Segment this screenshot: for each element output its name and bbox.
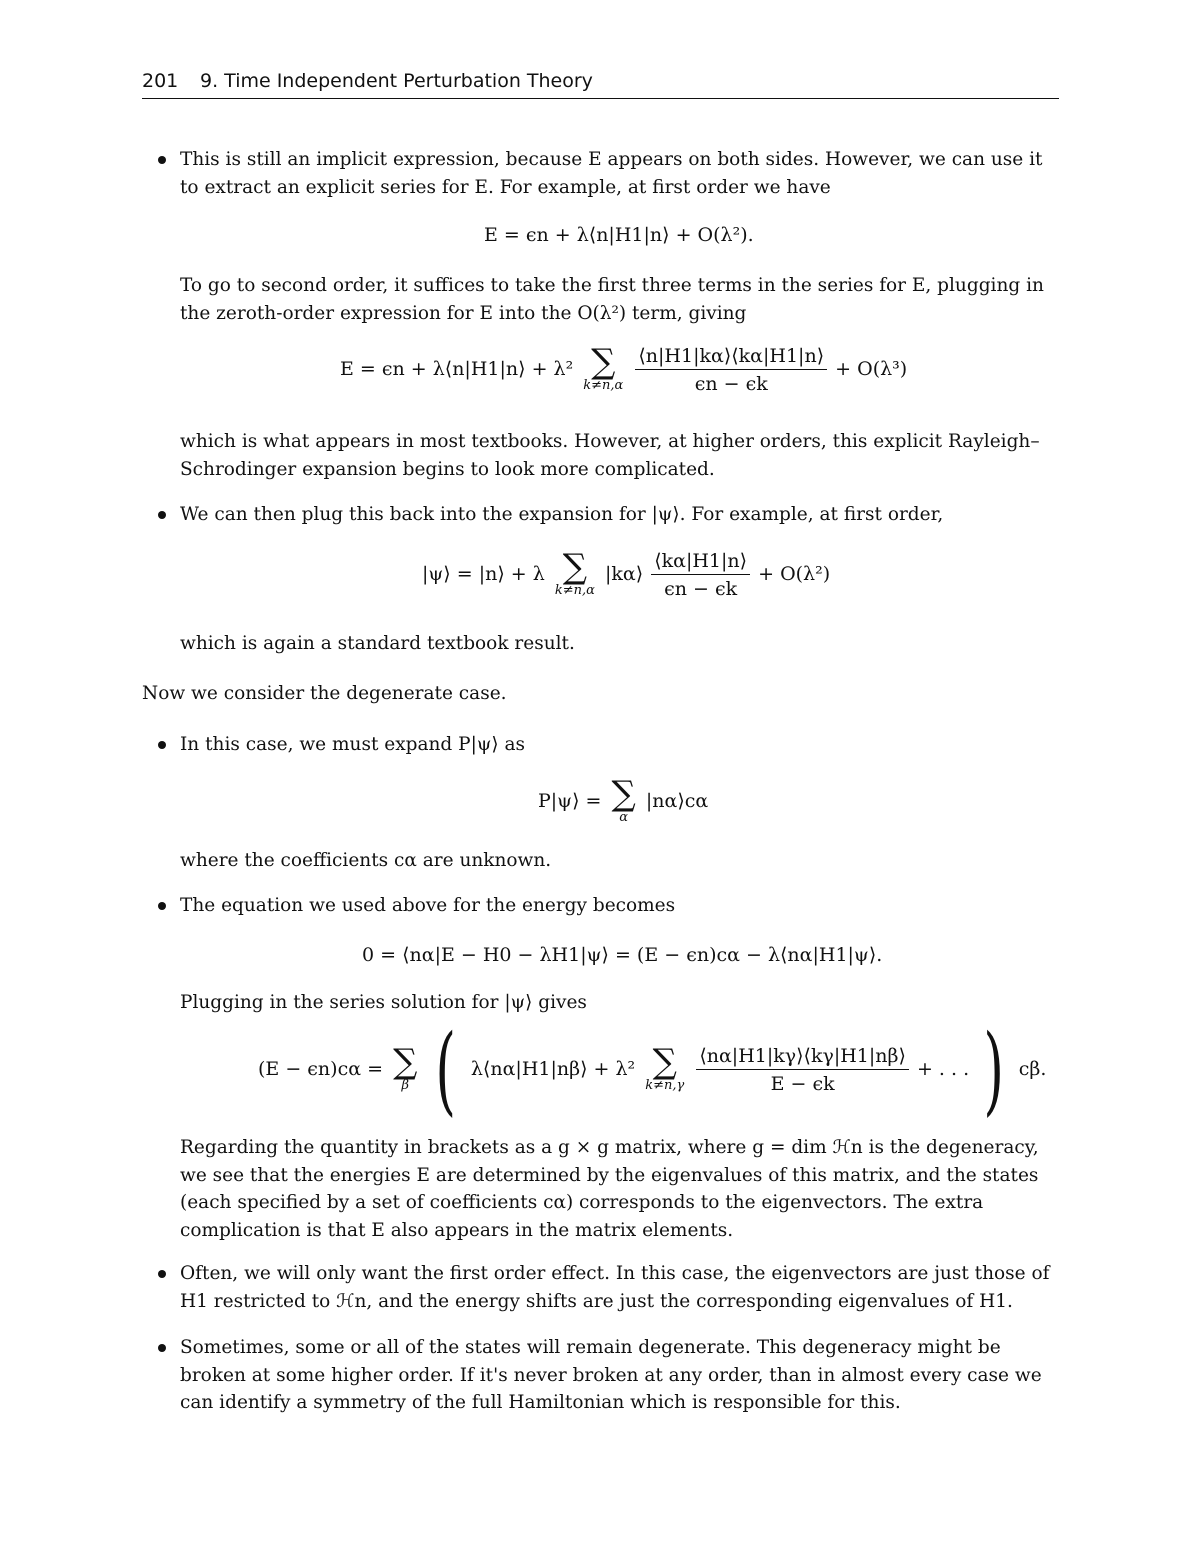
eq-term: |nα⟩cα [645,790,709,812]
paragraph: Now we consider the degenerate case. [142,683,507,704]
eq-term: + . . . [916,1058,970,1080]
fraction [635,345,827,395]
paragraph: To go to second order, it suffices to take the first three terms in the series for E, plugging in the zeroth-order expression for E into the O(λ²) term, giving [180,275,1044,324]
paragraph: Sometimes, some or all of the states will remain degenerate. This degeneracy might be broken at some higher order. If it's never broken at any order, than in almost every case we can identify a symmetry of the full Hamiltonian which is responsible for this. [180,1337,1042,1413]
eq-term: λ⟨nα|H1|nβ⟩ + λ² [470,1058,636,1080]
bullet-point [158,1344,166,1352]
denominator: E − ϵk [770,1073,835,1095]
eq-term: P|ψ⟩ = [538,790,602,812]
bullet-point [158,902,166,910]
fraction [696,1045,909,1095]
equation-projection [538,774,709,826]
eq-term: + O(λ³) [835,358,908,380]
fraction [651,550,750,600]
summation [645,1042,685,1094]
eq-term: |ψ⟩ = |n⟩ + λ [422,563,545,585]
bullet-point [158,1270,166,1278]
eq-term: E = ϵn + λ⟨n|H1|n⟩ + λ² [340,358,574,380]
summation-index: k≠n,α [554,583,595,598]
paragraph: Often, we will only want the first order effect. In this case, the eigenvectors are just those of H1 restricted to ℋn, and the energy shifts are just the corresponding eigenvalues of H1. [180,1263,1050,1312]
summation-index: α [619,810,629,825]
equation-energy-degenerate: 0 = ⟨nα|E − H0 − λH1|ψ⟩ = (E − ϵn)cα − λ⟨nα|H1|ψ⟩. [362,944,883,966]
numerator: ⟨nα|H1|kγ⟩⟨kγ|H1|nβ⟩ [696,1045,909,1070]
eq-term: |kα⟩ [604,563,644,585]
bullet-point [158,741,166,749]
numerator: ⟨kα|H1|n⟩ [651,550,750,575]
summation [611,774,636,826]
paragraph: In this case, we must expand P|ψ⟩ as [180,734,525,755]
summation-index: k≠n,α [583,378,624,393]
equation-first-order-energy: E = ϵn + λ⟨n|H1|n⟩ + O(λ²). [484,224,754,246]
left-paren: ( [435,1014,457,1126]
sigma-symbol: ∑ [393,1042,418,1082]
sigma-symbol: ∑ [611,774,636,814]
summation [554,547,595,599]
equation-first-order-state [422,547,831,600]
sigma-symbol: ∑ [562,547,588,587]
bullet-point [158,156,166,164]
paragraph: which is again a standard textbook result. [180,633,575,654]
paragraph: Regarding the quantity in brackets as a g × g matrix, where g = dim ℋn is the degeneracy, we see that the energies E are determined by the eigenvalues of this matrix, and the states (each specified by a set of coefficients cα) corresponds to the eigenvectors. The extra complication is that E also appears in the matrix elements. [180,1137,1039,1241]
numerator: ⟨n|H1|kα⟩⟨kα|H1|n⟩ [635,345,827,370]
sigma-symbol: ∑ [591,342,616,382]
summation [393,1042,418,1094]
summation-index: k≠n,γ [645,1078,685,1093]
right-paren: ) [983,1014,1005,1126]
paragraph: where the coefficients cα are unknown. [180,850,552,871]
paragraph: We can then plug this back into the expansion for |ψ⟩. For example, at first order, [180,504,944,525]
eq-term: + O(λ²) [758,563,831,585]
sigma-symbol: ∑ [652,1042,677,1082]
chapter-title: 9. Time Independent Perturbation Theory [200,70,593,92]
eq-term: cβ. [1018,1058,1047,1080]
paragraph: Plugging in the series solution for |ψ⟩ gives [180,992,587,1013]
equation-second-order-energy [340,342,908,395]
running-header [142,70,1059,99]
denominator: ϵn − ϵk [664,578,738,600]
equation-series-solution [258,1014,1047,1126]
page-number: 201 [142,70,179,92]
eq-term: (E − ϵn)cα = [258,1058,384,1080]
bullet-point [158,511,166,519]
paragraph: This is still an implicit expression, because E appears on both sides. However, we can use it to extract an explicit series for E. For example, at first order we have [180,149,1043,198]
summation [583,342,624,394]
denominator: ϵn − ϵk [694,373,768,395]
paragraph: which is what appears in most textbooks. However, at higher orders, this explicit Rayleigh–Schrodinger expansion begins to look more complicated. [180,431,1040,480]
paragraph: The equation we used above for the energy becomes [180,895,676,916]
summation-index: β [401,1078,409,1093]
